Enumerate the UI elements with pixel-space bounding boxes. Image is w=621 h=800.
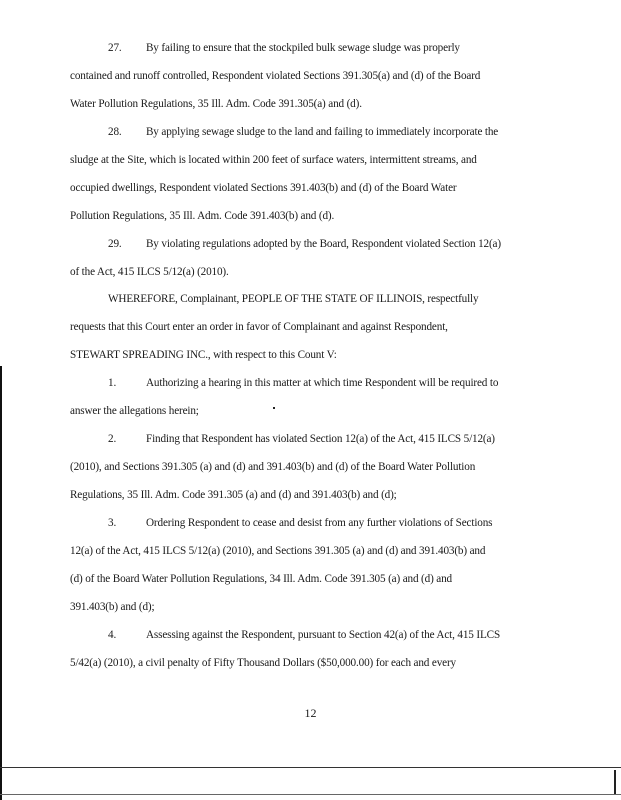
- relief-item-2-line-3: Regulations, 35 Ill. Adm. Code 391.305 (a) and (d) and 391.403(b) and (d);: [70, 489, 397, 501]
- wherefore-line-3: STEWART SPREADING INC., with respect to this Count V:: [70, 349, 337, 361]
- paragraph-27-line-1: [70, 41, 460, 55]
- relief-item-3-line-2: 12(a) of the Act, 415 ILCS 5/12(a) (2010), and Sections 391.305 (a) and (d) and 391.403(b) and: [70, 545, 486, 557]
- item-text: Finding that Respondent has violated Section 12(a) of the Act, 415 ILCS 5/12(a): [146, 433, 495, 445]
- item-number: 3.: [108, 517, 117, 529]
- item-text: Authorizing a hearing in this matter at which time Respondent will be required to: [146, 377, 499, 389]
- page-number: 12: [304, 706, 317, 720]
- item-number: 1.: [108, 377, 117, 389]
- wherefore-line-2: requests that this Court enter an order in favor of Complainant and against Respondent,: [70, 321, 448, 333]
- relief-item-1-line-2: answer the allegations herein;: [70, 405, 199, 417]
- relief-item-2-line-1: [70, 432, 495, 446]
- relief-item-4-line-1: [70, 628, 500, 642]
- relief-item-1-line-1: [70, 376, 498, 390]
- scan-bottom-rule-2: [0, 794, 621, 795]
- relief-item-3-line-4: 391.403(b) and (d);: [70, 601, 155, 613]
- scan-speck: [614, 770, 616, 794]
- item-number: 2.: [108, 433, 117, 445]
- paragraph-number: 29.: [108, 238, 122, 250]
- scan-speck: [273, 407, 275, 409]
- scan-bottom-rule: [0, 767, 621, 768]
- paragraph-27-line-3: Water Pollution Regulations, 35 Ill. Adm. Code 391.305(a) and (d).: [70, 98, 362, 110]
- paragraph-28-line-4: Pollution Regulations, 35 Ill. Adm. Code 391.403(b) and (d).: [70, 210, 335, 222]
- relief-item-3-line-1: [70, 516, 492, 530]
- item-text: Ordering Respondent to cease and desist from any further violations of Sections: [146, 517, 493, 529]
- paragraph-28-line-2: sludge at the Site, which is located within 200 feet of surface waters, intermittent streams, and: [70, 154, 477, 166]
- paragraph-29-line-2: of the Act, 415 ILCS 5/12(a) (2010).: [70, 266, 229, 278]
- relief-item-2-line-2: (2010), and Sections 391.305 (a) and (d) and 391.403(b) and (d) of the Board Water Pollution: [70, 461, 476, 473]
- paragraph-28-line-3: occupied dwellings, Respondent violated Sections 391.403(b) and (d) of the Board Water: [70, 182, 457, 194]
- scan-edge-artifact: [0, 366, 2, 800]
- item-number: 4.: [108, 629, 117, 641]
- paragraph-number: 27.: [108, 42, 122, 54]
- paragraph-text: By failing to ensure that the stockpiled bulk sewage sludge was properly: [146, 42, 460, 54]
- paragraph-28-line-1: [70, 125, 498, 139]
- paragraph-text: By violating regulations adopted by the Board, Respondent violated Section 12(a): [146, 238, 501, 250]
- paragraph-text: By applying sewage sludge to the land and failing to immediately incorporate the: [146, 126, 499, 138]
- wherefore-line-1: WHEREFORE, Complainant, PEOPLE OF THE STATE OF ILLINOIS, respectfully: [108, 293, 479, 305]
- paragraph-number: 28.: [108, 126, 122, 138]
- relief-item-4-line-2: 5/42(a) (2010), a civil penalty of Fifty Thousand Dollars ($50,000.00) for each and every: [70, 657, 456, 669]
- relief-item-3-line-3: (d) of the Board Water Pollution Regulations, 34 Ill. Adm. Code 391.305 (a) and (d) and: [70, 573, 452, 585]
- paragraph-29-line-1: [70, 237, 501, 251]
- item-text: Assessing against the Respondent, pursuant to Section 42(a) of the Act, 415 ILCS: [146, 629, 501, 641]
- paragraph-27-line-2: contained and runoff controlled, Respondent violated Sections 391.305(a) and (d) of the Board: [70, 70, 481, 82]
